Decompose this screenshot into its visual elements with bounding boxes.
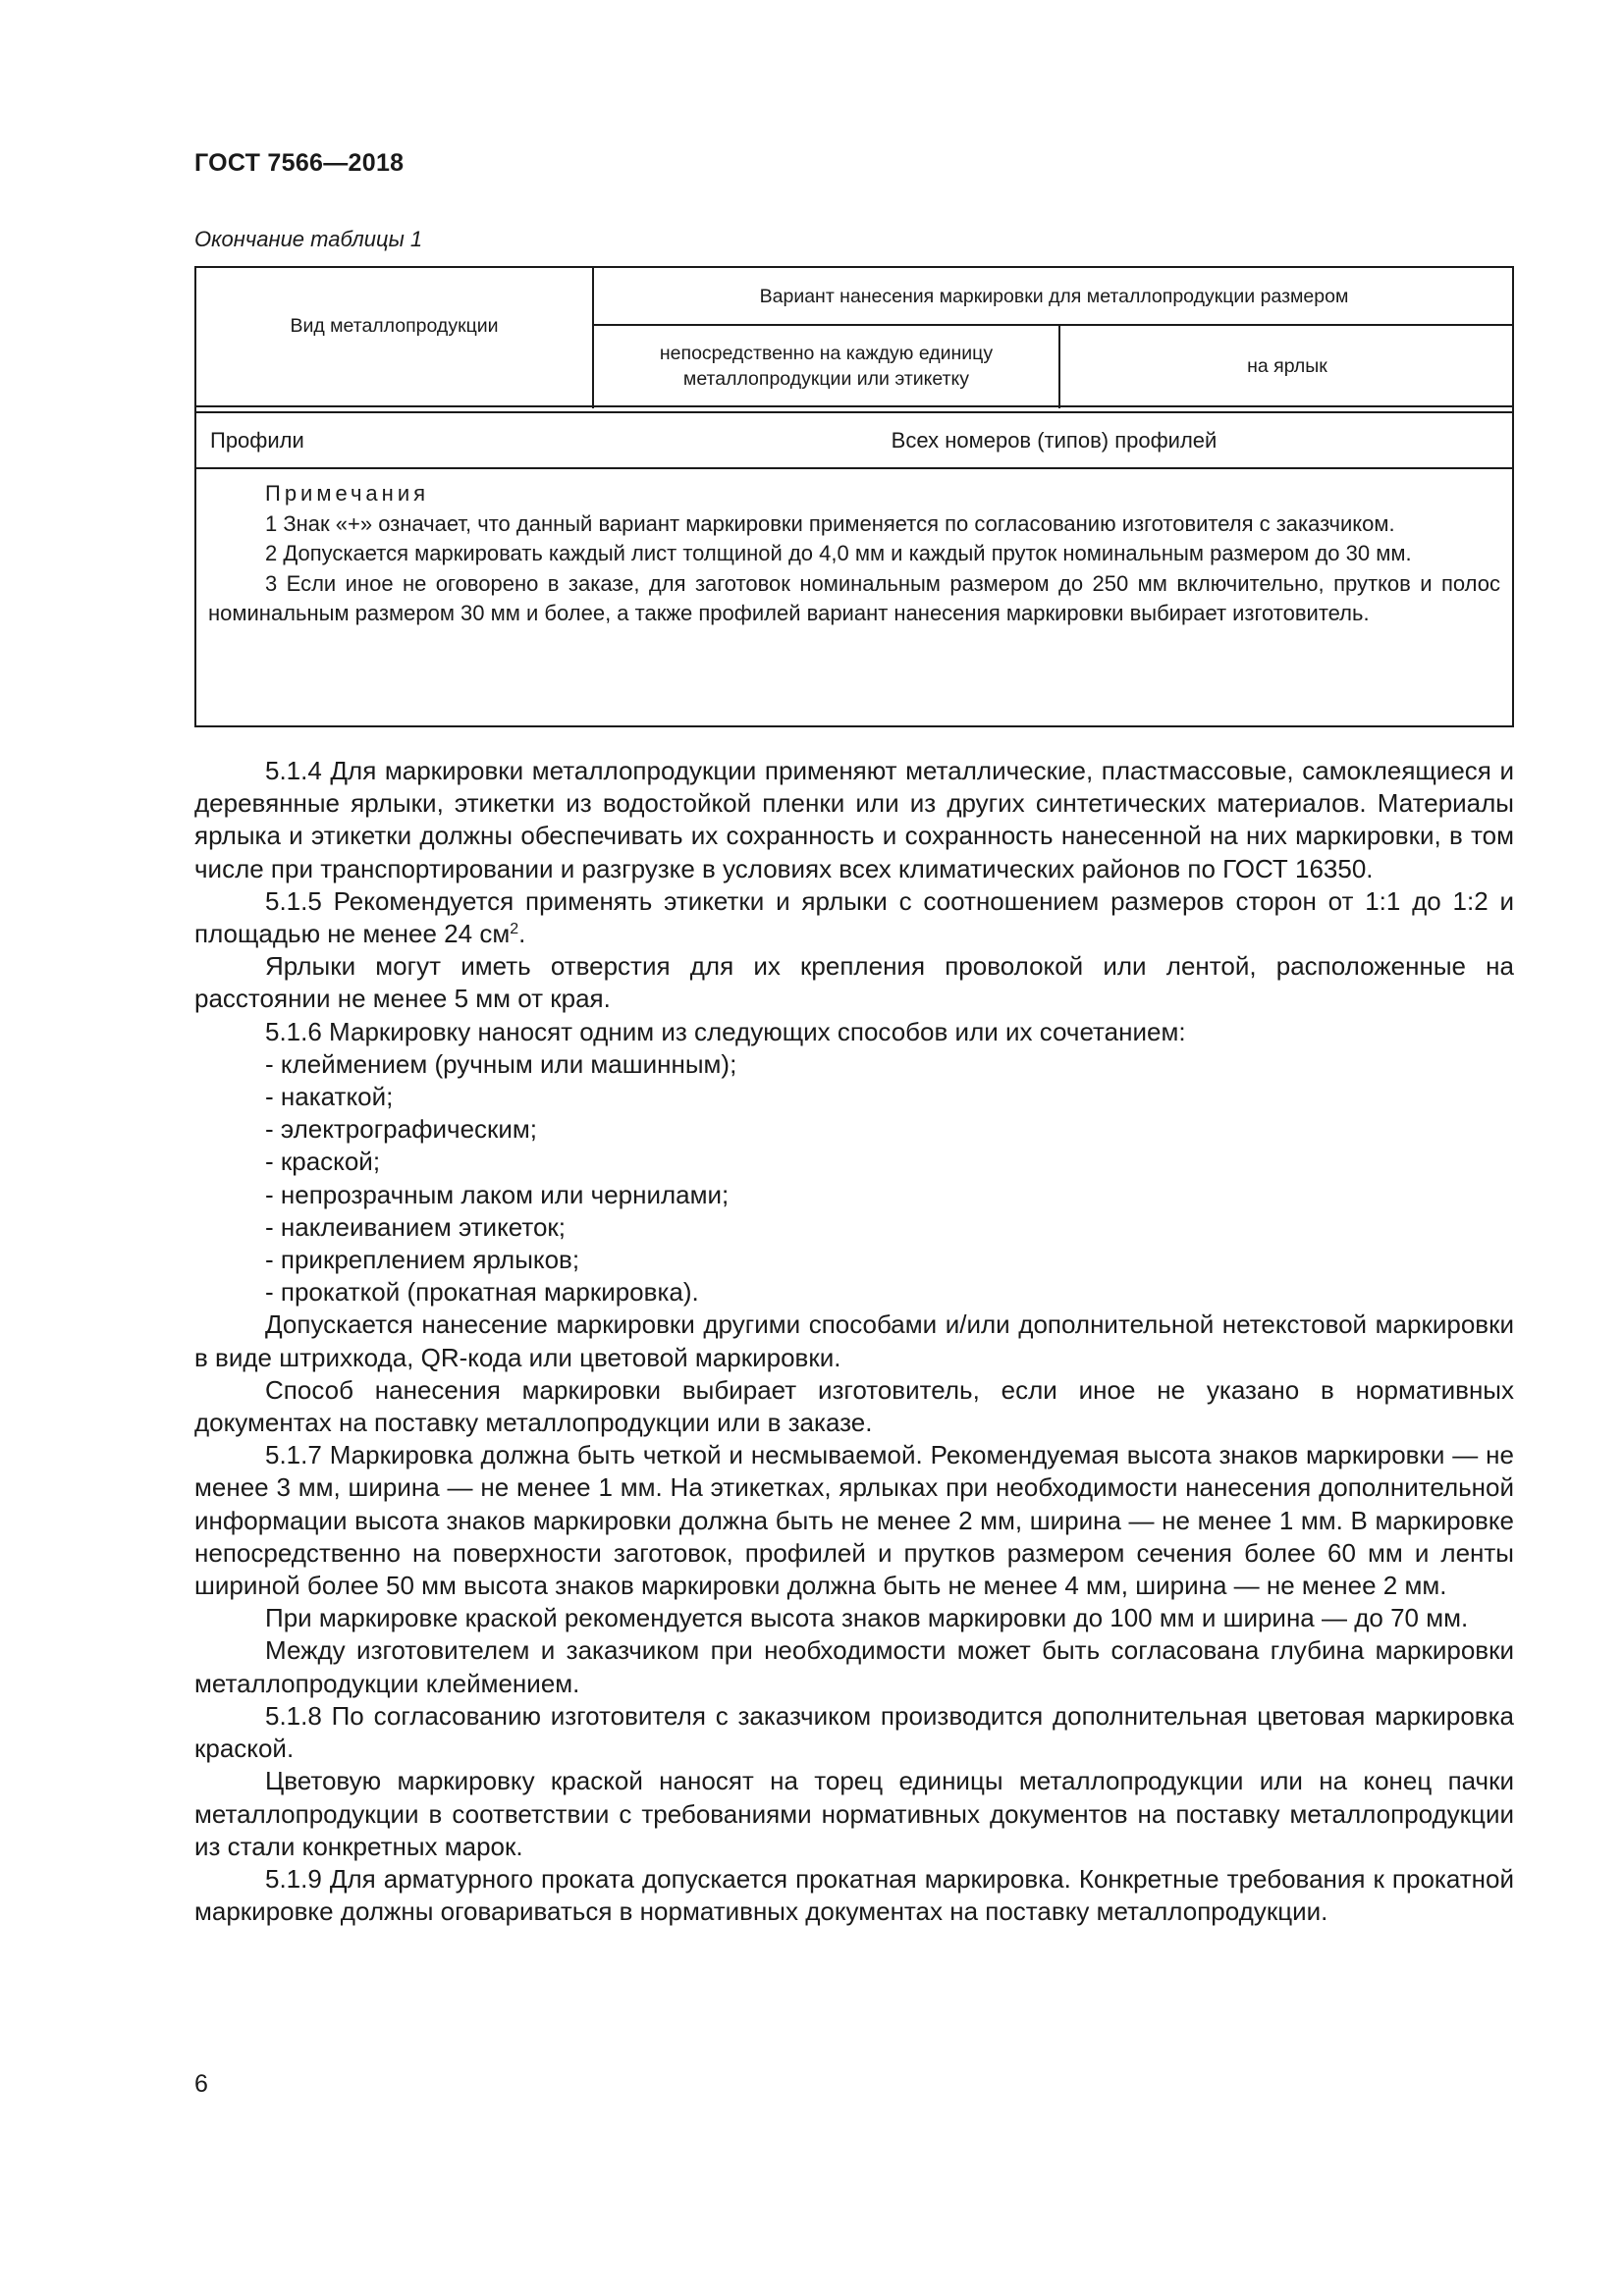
note-item: 1 Знак «+» означает, что данный вариант маркировки применяется по согласованию изготовителя с заказчиком. xyxy=(265,510,1395,536)
table-notes xyxy=(208,479,1500,629)
table-divider-horizontal xyxy=(196,467,1512,469)
paragraph: Ярлыки могут иметь отверстия для их крепления проволокой или лентой, расположенные на расстоянии не менее 5 мм от края. xyxy=(194,951,1514,1014)
page-number: 6 xyxy=(194,2070,208,2098)
list-item: - электрографическим; xyxy=(265,1114,538,1145)
note-item: 3 Если иное не оговорено в заказе, для заготовок номинальным размером до 250 мм включительно, прутков и полос номинальным размером 30 мм и более, а также профилей вариант нанесения маркировки выбирает изготовитель. xyxy=(208,570,1500,625)
body-text xyxy=(194,755,1514,1928)
table-row-value: Всех номеров (типов) профилей xyxy=(891,427,1218,453)
paragraph: 5.1.4 Для маркировки металлопродукции применяют металлические, пластмассовые, самоклеящиеся и деревянные ярлыки, этикетки из водостойкой пленки или из других синтетических материалов. Материалы ярлыка и этикетки должны обеспечивать их сохранность и сохранность нанесенной на них маркировки, в том числе при транспортировании и разгрузке в условиях всех климатических районов по ГОСТ 16350. xyxy=(194,756,1514,883)
paragraph xyxy=(194,885,1514,950)
paragraph: 5.1.7 Маркировка должна быть четкой и несмываемой. Рекомендуемая высота знаков маркировки — не менее 3 мм, ширина — не менее 1 мм. На этикетках, ярлыках при необходимости нанесения дополнительной информации высота знаков маркировки должна быть не менее 2 мм, ширина — не менее 1 мм. В маркировке непосредственно на поверхности заготовок, профилей и прутков размером сечения более 60 мм и ленты шириной более 50 мм высота знаков маркировки должна быть не менее 4 мм, ширина — не менее 2 мм. xyxy=(194,1440,1514,1601)
note-item: 2 Допускается маркировать каждый лист толщиной до 4,0 мм и каждый пруток номинальным размером до 30 мм. xyxy=(265,541,1412,565)
list-item: - краской; xyxy=(265,1147,381,1177)
table-divider-horizontal xyxy=(196,405,1512,407)
paragraph-end: . xyxy=(518,919,526,949)
list-item: - непрозрачным лаком или чернилами; xyxy=(265,1179,730,1209)
document-header: ГОСТ 7566—2018 xyxy=(194,149,405,177)
table-header-label: на ярлык xyxy=(1247,354,1327,377)
paragraph: 5.1.8 По согласованию изготовителя с заказчиком производится дополнительная цветовая маркировка краской. xyxy=(194,1700,1514,1764)
paragraph: Между изготовителем и заказчиком при необходимости может быть согласована глубина маркировки металлопродукции клеймением. xyxy=(194,1635,1514,1698)
paragraph: При маркировке краской рекомендуется высота знаков маркировки до 100 мм и ширина — до 70 мм. xyxy=(265,1603,1469,1633)
paragraph-text: 5.1.5 Рекомендуется применять этикетки и ярлыки с соотношением размеров сторон от 1:1 до 1:2 и площадью не менее 24 см xyxy=(194,885,1514,949)
superscript: 2 xyxy=(510,921,519,938)
paragraph: Способ нанесения маркировки выбирает изготовитель, если иное не указано в нормативных документах на поставку металлопродукции или в заказе. xyxy=(194,1374,1514,1438)
table xyxy=(194,266,1514,727)
table-header-variant: Вариант нанесения маркировки для металлопродукции размером xyxy=(759,285,1349,307)
list-item: - накаткой; xyxy=(265,1082,394,1112)
paragraph: 5.1.9 Для арматурного проката допускается прокатная маркировка. Конкретные требования к прокатной маркировке должны оговариваться в нормативных документах на поставку металлопродукции. xyxy=(194,1863,1514,1927)
paragraph: Цветовую маркировку краской наносят на торец единицы металлопродукции или на конец пачки металлопродукции в соответствии с требованиями нормативных документов на поставку металлопродукции из стали конкретных марок. xyxy=(194,1766,1514,1861)
list-item: - клеймением (ручным или машинным); xyxy=(265,1048,737,1079)
paragraph: 5.1.6 Маркировку наносят одним из следующих способов или их сочетанием: xyxy=(265,1016,1186,1046)
table-header-kind: Вид металлопродукции xyxy=(290,315,499,337)
table-caption: Окончание таблицы 1 xyxy=(194,227,423,251)
paragraph: Допускается нанесение маркировки другими способами и/или дополнительной нетекстовой маркировки в виде штрихкода, QR-кода или цветовой маркировки. xyxy=(194,1309,1514,1372)
table-header-direct: непосредственно на каждую единицу металлопродукции или этикетку xyxy=(659,342,994,390)
list-item: - наклеиванием этикеток; xyxy=(265,1211,567,1242)
notes-title: Примечания xyxy=(265,481,430,506)
table-row-kind: Профили xyxy=(210,427,304,453)
list-item: - прикреплением ярлыков; xyxy=(265,1245,580,1275)
list-item: - прокаткой (прокатная маркировка). xyxy=(265,1277,699,1308)
